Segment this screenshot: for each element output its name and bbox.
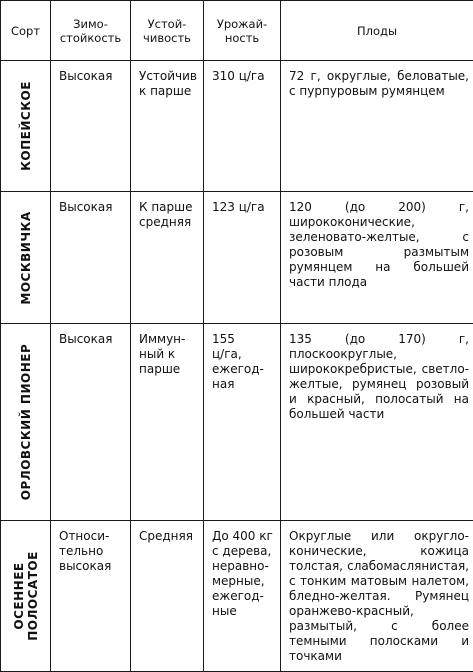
header-winter-hardiness: Зимо- стойкость [51, 1, 131, 61]
table-row [1, 324, 473, 521]
winter-cell: Высокая [51, 324, 131, 521]
variety-name-cell [1, 192, 51, 324]
variety-name-cell [1, 521, 51, 672]
variety-name-cell [1, 61, 51, 192]
table-row [1, 521, 473, 672]
fruits-cell: 135 (до 170) г, плоскоокруглые, ширококребристые, светло-желтые, румянец розовый и красный, полосатый на большей части [281, 324, 473, 521]
yield-cell: 155 ц/га, ежегод- ная [204, 324, 281, 521]
winter-cell: Высокая [51, 61, 131, 192]
table-row [1, 61, 473, 192]
variety-name: ОРЛОВСКИЙ ПИОНЕР [19, 344, 33, 501]
header-fruits: Плоды [281, 1, 473, 61]
winter-cell: Относи- тельно высокая [51, 521, 131, 672]
fruits-cell: Округлые или округло-конические, кожица толстая, слабомаслянистая, с тонким матовым налетом, бледно-желтая. Румянец оранжево-красный, размытый, с более темными полосками и точками [281, 521, 473, 672]
resistance-cell: Средняя [131, 521, 204, 672]
resistance-cell: Устойчив к парше [131, 61, 204, 192]
header-yield: Урожай- ность [204, 1, 281, 61]
resistance-cell: Иммун- ный к парше [131, 324, 204, 521]
header-resistance: Устой- чивость [131, 1, 204, 61]
variety-name: КОПЕЙСКОЕ [19, 81, 33, 171]
yield-cell: До 400 кг с дерева, неравно- мерные, ежегод- ные [204, 521, 281, 672]
variety-name: МОСКВИЧКА [19, 211, 33, 304]
winter-cell: Высокая [51, 192, 131, 324]
fruits-cell: 120 (до 200) г, ширококонические, зеленовато-желтые, с розовым размытым румянцем на большей части плода [281, 192, 473, 324]
resistance-cell: К парше средняя [131, 192, 204, 324]
fruits-cell: 72 г, округлые, беловатые, с пурпуровым румянцем [281, 61, 473, 192]
yield-cell: 310 ц/га [204, 61, 281, 192]
yield-cell: 123 ц/га [204, 192, 281, 324]
table-row [1, 192, 473, 324]
variety-name-cell [1, 324, 51, 521]
header-sort: Сорт [1, 1, 51, 61]
table-header-row [1, 1, 473, 61]
variety-name: ОСЕННЕЕ ПОЛОСАТОЕ [12, 551, 40, 641]
